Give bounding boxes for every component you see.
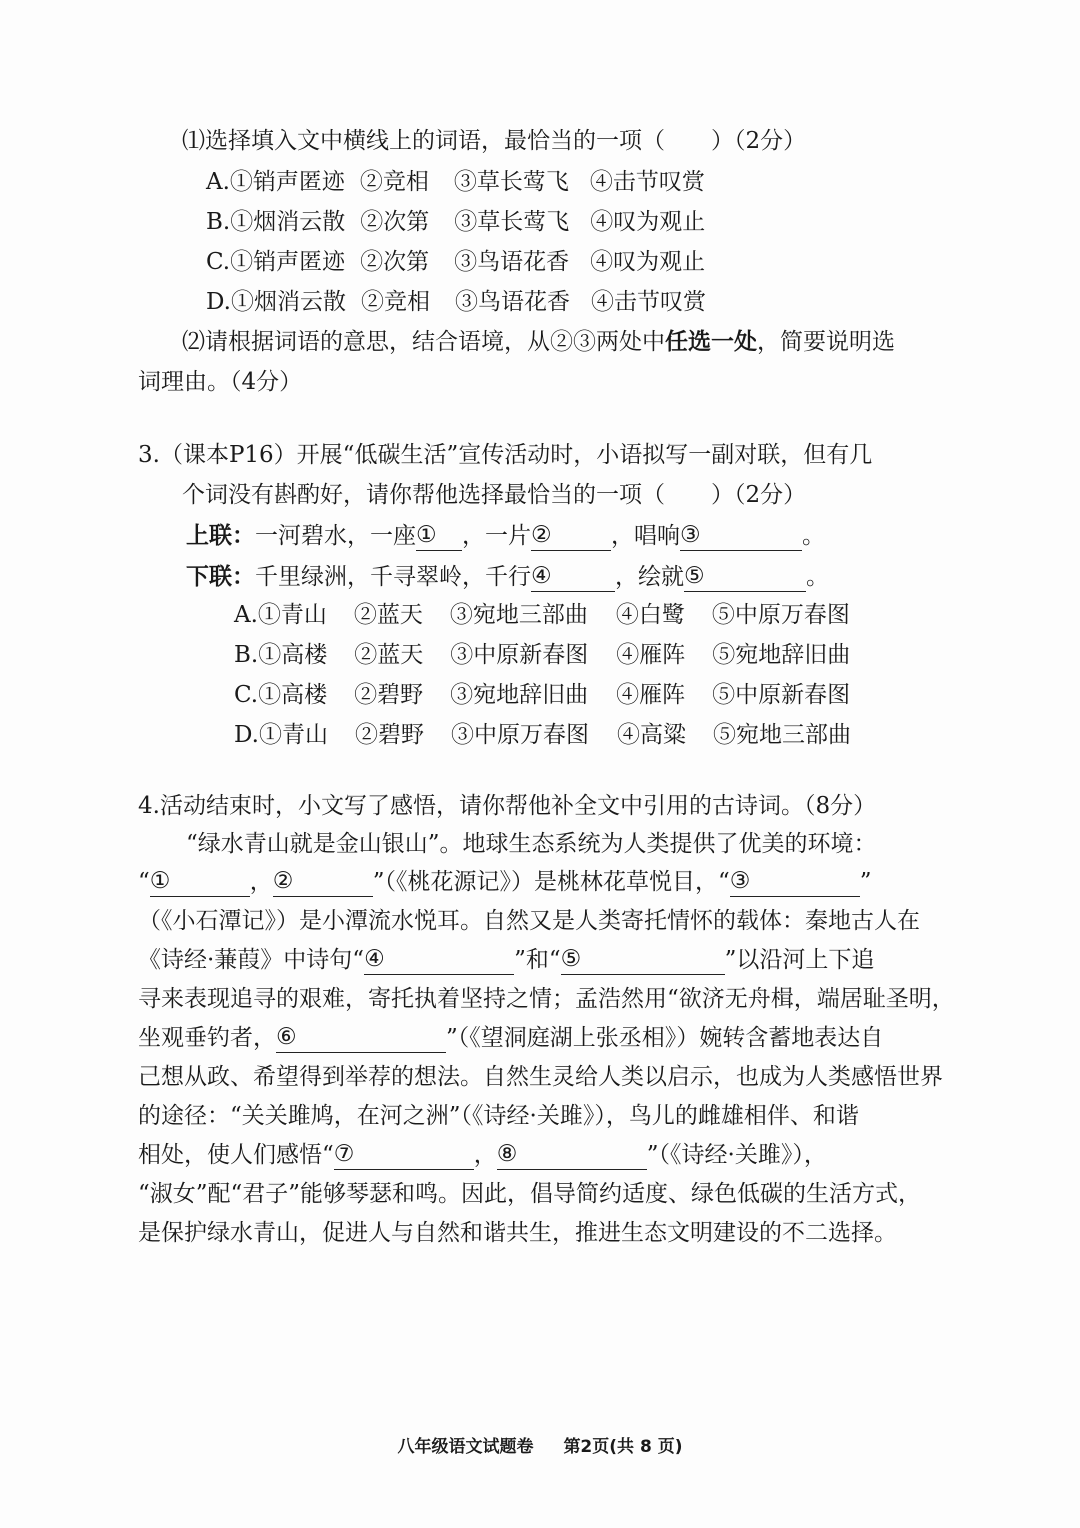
q3-lower-couplet: 下联：千里绿洲，千寻翠岭，千行 ④ ，绘就 ⑤ 。 bbox=[186, 563, 829, 590]
q3-line1: 3.（课本P16）开展“低碳生活”宣传活动时，小语拟写一副对联，但有几 bbox=[138, 442, 873, 468]
q4-line7: 坐观垂钓者， ⑥ ”（《望洞庭湖上张丞相》）婉转含蓄地表达自 bbox=[138, 1024, 884, 1051]
q3-option-c: C.①高楼 ②碧野 ③宛地辞旧曲 ④雁阵 ⑤中原新春图 bbox=[234, 682, 851, 708]
q2-sub1: ⑴选择填入文中横线上的词语，最恰当的一项（ ）（2分） bbox=[182, 128, 807, 154]
q4-blank-7: ⑦ bbox=[334, 1143, 474, 1170]
q4-line3: “ ① ， ② ”（《桃花源记》）是桃林花草悦目，“ ③ ” bbox=[138, 868, 872, 895]
blank-3: ③ bbox=[680, 524, 802, 551]
q4-blank-2: ② bbox=[273, 870, 373, 897]
q4-line1: 4.活动结束时，小文写了感悟，请你帮他补全文中引用的古诗词。（8分） bbox=[138, 793, 877, 819]
q2-option-c: C.①销声匿迹 ②次第 ③鸟语花香 ④叹为观止 bbox=[206, 249, 706, 275]
q4-line11: “淑女”配“君子”能够琴瑟和鸣。因此，倡导简约适度、绿色低碳的生活方式， bbox=[138, 1181, 922, 1207]
q2-option-b: B.①烟消云散 ②次第 ③草长莺飞 ④叹为观止 bbox=[206, 209, 706, 235]
blank-1: ① bbox=[416, 524, 462, 551]
q3-option-d: D.①青山 ②碧野 ③中原万春图 ④高粱 ⑤宛地三部曲 bbox=[234, 722, 851, 748]
q2-option-d: D.①烟消云散 ②竞相 ③鸟语花香 ④击节叹赏 bbox=[206, 289, 706, 315]
q3-upper-couplet: 上联：一河碧水，一座 ① ，一片 ② ，唱响 ③ 。 bbox=[186, 522, 825, 549]
q4-blank-5: ⑤ bbox=[561, 948, 725, 975]
q4-line5: 《诗经·蒹葭》中诗句“ ④ ”和“ ⑤ ”以沿河上下追 bbox=[138, 946, 875, 973]
page-footer bbox=[0, 1432, 1080, 1457]
blank-5: ⑤ bbox=[684, 565, 806, 592]
q2-sub2-line2: 词理由。（4分） bbox=[138, 369, 303, 395]
q3-option-b: B.①高楼 ②蓝天 ③中原新春图 ④雁阵 ⑤宛地辞旧曲 bbox=[234, 642, 851, 668]
q4-blank-4: ④ bbox=[364, 948, 514, 975]
q4-blank-3: ③ bbox=[730, 870, 860, 897]
blank-2: ② bbox=[531, 524, 611, 551]
q4-blank-1: ① bbox=[150, 870, 250, 897]
q4-line9: 的途径：“关关雎鸠，在河之洲”（《诗经·关雎》），鸟儿的雌雄相伴、和谐 bbox=[138, 1103, 859, 1129]
q4-line8: 己想从政、希望得到举荐的想法。自然生灵给人类以启示，也成为人类感悟世界 bbox=[138, 1064, 943, 1090]
q4-blank-6: ⑥ bbox=[276, 1026, 446, 1053]
q4-line2: “绿水青山就是金山银山”。地球生态系统为人类提供了优美的环境： bbox=[186, 831, 877, 857]
q2-sub2: ⑵请根据词语的意思，结合语境，从②③两处中任选一处，简要说明选 bbox=[182, 329, 895, 355]
q2-option-a: A.①销声匿迹 ②竞相 ③草长莺飞 ④击节叹赏 bbox=[206, 169, 705, 195]
q4-blank-8: ⑧ bbox=[497, 1143, 647, 1170]
blank-4: ④ bbox=[531, 565, 615, 592]
footer-page-number: 第2页(共 8 页) bbox=[563, 1437, 683, 1457]
q4-line12: 是保护绿水青山，促进人与自然和谐共生，推进生态文明建设的不二选择。 bbox=[138, 1220, 897, 1246]
q4-line10: 相处，使人们感悟“ ⑦ ， ⑧ ”（《诗经·关雎》）， bbox=[138, 1141, 827, 1168]
q3-line2: 个词没有斟酌好，请你帮他选择最恰当的一项（ ）（2分） bbox=[182, 482, 807, 508]
q4-line6: 寻来表现追寻的艰难，寄托执着坚持之情；孟浩然用“欲济无舟楫，端居耻圣明， bbox=[138, 986, 955, 1012]
q4-line4: （《小石潭记》）是小潭流水悦耳。自然又是人类寄托情怀的载体：秦地古人在 bbox=[138, 908, 920, 934]
footer-title: 八年级语文试题卷 bbox=[397, 1437, 534, 1457]
q3-option-a: A.①青山 ②蓝天 ③宛地三部曲 ④白鹭 ⑤中原万春图 bbox=[234, 602, 850, 628]
